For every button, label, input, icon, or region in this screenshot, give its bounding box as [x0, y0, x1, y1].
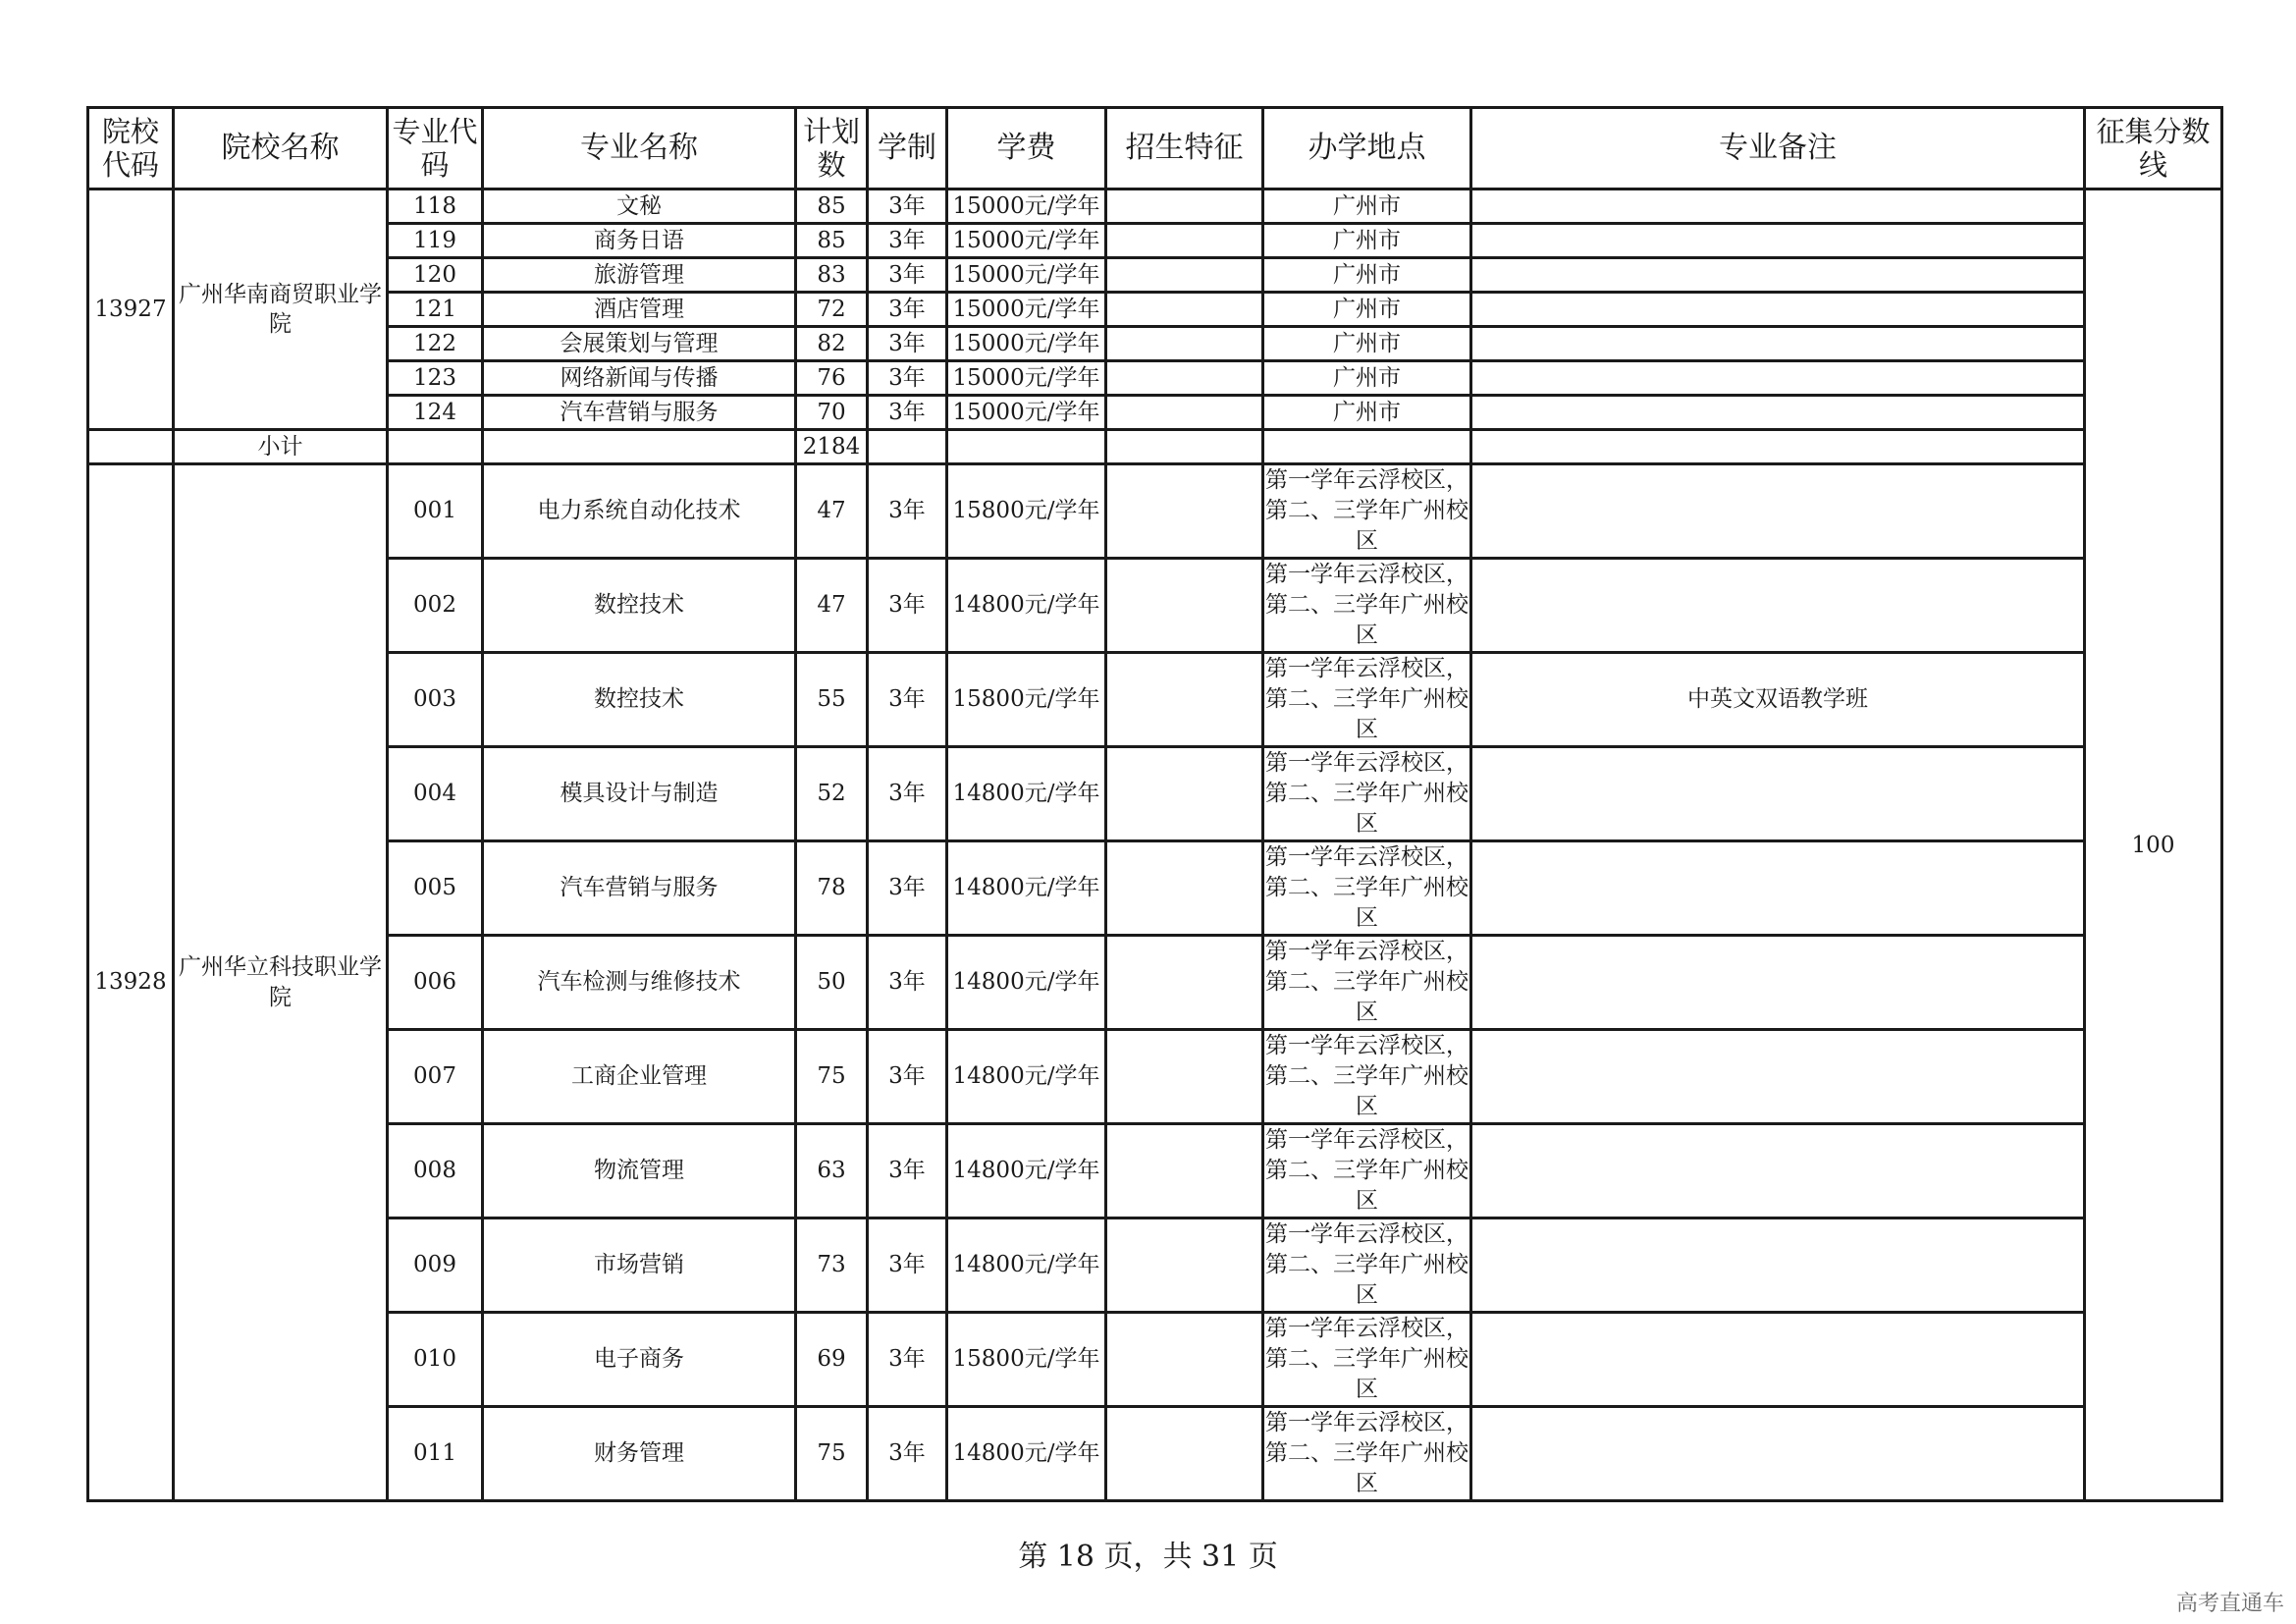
- note-cell: [1471, 396, 2085, 430]
- major-name-cell: 工商企业管理: [483, 1030, 796, 1124]
- table-row: [88, 293, 2222, 327]
- major-name-cell: 数控技术: [483, 653, 796, 747]
- admission-plan-table: [86, 106, 2223, 1502]
- note-cell: [1471, 464, 2085, 559]
- major-name-cell: 文秘: [483, 189, 796, 224]
- location-cell: 第一学年云浮校区，第二、三学年广州校区: [1263, 464, 1471, 559]
- school-code-cell: 13927: [88, 189, 174, 430]
- features-cell: [1106, 258, 1263, 293]
- table-row: [88, 747, 2222, 841]
- note-cell: [1471, 1218, 2085, 1313]
- table-row: [88, 1030, 2222, 1124]
- location-cell: 第一学年云浮校区，第二、三学年广州校区: [1263, 936, 1471, 1030]
- location-cell: 第一学年云浮校区，第二、三学年广州校区: [1263, 1407, 1471, 1501]
- years-cell: 3年: [868, 1313, 947, 1407]
- tuition-cell: 14800元/学年: [947, 1030, 1106, 1124]
- location-cell: 第一学年云浮校区，第二、三学年广州校区: [1263, 559, 1471, 653]
- years-cell: 3年: [868, 1407, 947, 1501]
- note-cell: [1471, 559, 2085, 653]
- note-cell: [1471, 361, 2085, 396]
- header-score-line: 征集分数线: [2085, 108, 2222, 189]
- location-cell: 第一学年云浮校区，第二、三学年广州校区: [1263, 841, 1471, 936]
- plan-cell: 75: [796, 1030, 868, 1124]
- major-code-cell: 009: [388, 1218, 483, 1313]
- table-row: [88, 189, 2222, 224]
- major-code-cell: 002: [388, 559, 483, 653]
- table-row: [88, 1218, 2222, 1313]
- header-major-name: 专业名称: [483, 108, 796, 189]
- major-code-cell: 003: [388, 653, 483, 747]
- note-cell: [1471, 747, 2085, 841]
- features-cell: [1106, 396, 1263, 430]
- school-name-cell: 广州华南商贸职业学院: [174, 189, 388, 430]
- years-cell: 3年: [868, 293, 947, 327]
- note-cell: [1471, 327, 2085, 361]
- years-cell: 3年: [868, 396, 947, 430]
- plan-cell: 85: [796, 224, 868, 258]
- header-notes: 专业备注: [1471, 108, 2085, 189]
- tuition-cell: 15000元/学年: [947, 361, 1106, 396]
- subtotal-plan: 2184: [796, 430, 868, 464]
- features-cell: [1106, 430, 1263, 464]
- plan-cell: 52: [796, 747, 868, 841]
- tuition-cell: 15800元/学年: [947, 464, 1106, 559]
- location-cell: 广州市: [1263, 327, 1471, 361]
- table-row: [88, 327, 2222, 361]
- years-cell: 3年: [868, 559, 947, 653]
- plan-cell: 73: [796, 1218, 868, 1313]
- plan-cell: 55: [796, 653, 868, 747]
- tuition-cell: 14800元/学年: [947, 1218, 1106, 1313]
- major-name-cell: 电子商务: [483, 1313, 796, 1407]
- years-cell: 3年: [868, 189, 947, 224]
- note-cell: [1471, 1313, 2085, 1407]
- years-cell: 3年: [868, 224, 947, 258]
- header-features: 招生特征: [1106, 108, 1263, 189]
- features-cell: [1106, 189, 1263, 224]
- table-row: [88, 841, 2222, 936]
- features-cell: [1106, 1313, 1263, 1407]
- tuition-cell: 14800元/学年: [947, 1124, 1106, 1218]
- score-line-cell: 100: [2085, 189, 2222, 1501]
- major-code-cell: 123: [388, 361, 483, 396]
- note-cell: [1471, 1030, 2085, 1124]
- major-code-cell: 007: [388, 1030, 483, 1124]
- years-cell: 3年: [868, 464, 947, 559]
- location-cell: 广州市: [1263, 361, 1471, 396]
- features-cell: [1106, 1218, 1263, 1313]
- years-cell: 3年: [868, 1218, 947, 1313]
- major-code-cell: 122: [388, 327, 483, 361]
- header-school-code: 院校代码: [88, 108, 174, 189]
- major-name-cell: 电力系统自动化技术: [483, 464, 796, 559]
- years-cell: [868, 430, 947, 464]
- features-cell: [1106, 293, 1263, 327]
- location-cell: 第一学年云浮校区，第二、三学年广州校区: [1263, 1218, 1471, 1313]
- years-cell: 3年: [868, 258, 947, 293]
- major-code-cell: 008: [388, 1124, 483, 1218]
- major-name-cell: 汽车营销与服务: [483, 841, 796, 936]
- features-cell: [1106, 1030, 1263, 1124]
- plan-cell: 76: [796, 361, 868, 396]
- major-code-cell: [388, 430, 483, 464]
- location-cell: [1263, 430, 1471, 464]
- features-cell: [1106, 747, 1263, 841]
- subtotal-label: 小计: [174, 430, 388, 464]
- years-cell: 3年: [868, 327, 947, 361]
- major-code-cell: 124: [388, 396, 483, 430]
- header-years: 学制: [868, 108, 947, 189]
- plan-cell: 50: [796, 936, 868, 1030]
- tuition-cell: 15000元/学年: [947, 189, 1106, 224]
- table-row: [88, 559, 2222, 653]
- location-cell: 第一学年云浮校区，第二、三学年广州校区: [1263, 653, 1471, 747]
- header-plan: 计划数: [796, 108, 868, 189]
- years-cell: 3年: [868, 361, 947, 396]
- location-cell: 第一学年云浮校区，第二、三学年广州校区: [1263, 1030, 1471, 1124]
- tuition-cell: 14800元/学年: [947, 936, 1106, 1030]
- plan-cell: 82: [796, 327, 868, 361]
- plan-cell: 63: [796, 1124, 868, 1218]
- header-school-name: 院校名称: [174, 108, 388, 189]
- plan-cell: 85: [796, 189, 868, 224]
- tuition-cell: 14800元/学年: [947, 1407, 1106, 1501]
- location-cell: 广州市: [1263, 224, 1471, 258]
- location-cell: 广州市: [1263, 293, 1471, 327]
- page-footer: 第 18 页，共 31 页: [1018, 1540, 1278, 1574]
- major-code-cell: 011: [388, 1407, 483, 1501]
- plan-cell: 47: [796, 559, 868, 653]
- major-code-cell: 121: [388, 293, 483, 327]
- location-cell: 第一学年云浮校区，第二、三学年广州校区: [1263, 1124, 1471, 1218]
- plan-cell: 69: [796, 1313, 868, 1407]
- header-tuition: 学费: [947, 108, 1106, 189]
- years-cell: 3年: [868, 841, 947, 936]
- tuition-cell: 15000元/学年: [947, 396, 1106, 430]
- major-name-cell: 财务管理: [483, 1407, 796, 1501]
- location-cell: 广州市: [1263, 258, 1471, 293]
- location-cell: 广州市: [1263, 189, 1471, 224]
- features-cell: [1106, 361, 1263, 396]
- major-code-cell: 005: [388, 841, 483, 936]
- major-code-cell: 119: [388, 224, 483, 258]
- note-cell: [1471, 936, 2085, 1030]
- major-name-cell: 物流管理: [483, 1124, 796, 1218]
- major-name-cell: 模具设计与制造: [483, 747, 796, 841]
- tuition-cell: 15000元/学年: [947, 327, 1106, 361]
- tuition-cell: 14800元/学年: [947, 559, 1106, 653]
- note-cell: [1471, 258, 2085, 293]
- tuition-cell: 15800元/学年: [947, 653, 1106, 747]
- table-row: [88, 1407, 2222, 1501]
- tuition-cell: 15000元/学年: [947, 293, 1106, 327]
- major-name-cell: 市场营销: [483, 1218, 796, 1313]
- plan-cell: 70: [796, 396, 868, 430]
- major-name-cell: 酒店管理: [483, 293, 796, 327]
- major-name-cell: 会展策划与管理: [483, 327, 796, 361]
- table-row: [88, 1124, 2222, 1218]
- school-code-cell: 13928: [88, 464, 174, 1501]
- note-cell: [1471, 1124, 2085, 1218]
- years-cell: 3年: [868, 1124, 947, 1218]
- header-location: 办学地点: [1263, 108, 1471, 189]
- features-cell: [1106, 653, 1263, 747]
- features-cell: [1106, 327, 1263, 361]
- note-cell: [1471, 1407, 2085, 1501]
- subtotal-row: [88, 430, 2222, 464]
- years-cell: 3年: [868, 747, 947, 841]
- note-cell: [1471, 189, 2085, 224]
- major-name-cell: 数控技术: [483, 559, 796, 653]
- tuition-cell: 15000元/学年: [947, 224, 1106, 258]
- major-code-cell: 118: [388, 189, 483, 224]
- tuition-cell: 14800元/学年: [947, 841, 1106, 936]
- note-cell: [1471, 224, 2085, 258]
- table-row: [88, 1313, 2222, 1407]
- table-row: [88, 396, 2222, 430]
- watermark: 高考直通车: [2175, 1592, 2284, 1616]
- plan-cell: 72: [796, 293, 868, 327]
- note-cell: [1471, 430, 2085, 464]
- major-name-cell: 汽车营销与服务: [483, 396, 796, 430]
- note-cell: [1471, 841, 2085, 936]
- features-cell: [1106, 559, 1263, 653]
- table-row: [88, 936, 2222, 1030]
- location-cell: 第一学年云浮校区，第二、三学年广州校区: [1263, 1313, 1471, 1407]
- major-code-cell: 010: [388, 1313, 483, 1407]
- features-cell: [1106, 1124, 1263, 1218]
- plan-cell: 75: [796, 1407, 868, 1501]
- school-name-cell: 广州华立科技职业学院: [174, 464, 388, 1501]
- major-name-cell: [483, 430, 796, 464]
- features-cell: [1106, 464, 1263, 559]
- school-code-cell: [88, 430, 174, 464]
- features-cell: [1106, 936, 1263, 1030]
- major-name-cell: 旅游管理: [483, 258, 796, 293]
- major-name-cell: 商务日语: [483, 224, 796, 258]
- major-code-cell: 001: [388, 464, 483, 559]
- note-cell: 中英文双语教学班: [1471, 653, 2085, 747]
- plan-cell: 83: [796, 258, 868, 293]
- tuition-cell: 15000元/学年: [947, 258, 1106, 293]
- header-major-code: 专业代码: [388, 108, 483, 189]
- table-row: [88, 464, 2222, 559]
- years-cell: 3年: [868, 936, 947, 1030]
- table-row: [88, 258, 2222, 293]
- years-cell: 3年: [868, 1030, 947, 1124]
- major-name-cell: 汽车检测与维修技术: [483, 936, 796, 1030]
- table-body: [88, 189, 2222, 1501]
- table-row: [88, 361, 2222, 396]
- major-code-cell: 006: [388, 936, 483, 1030]
- header-row: [88, 108, 2222, 189]
- major-name-cell: 网络新闻与传播: [483, 361, 796, 396]
- major-code-cell: 120: [388, 258, 483, 293]
- plan-cell: 47: [796, 464, 868, 559]
- tuition-cell: 15800元/学年: [947, 1313, 1106, 1407]
- years-cell: 3年: [868, 653, 947, 747]
- location-cell: 广州市: [1263, 396, 1471, 430]
- table-row: [88, 224, 2222, 258]
- tuition-cell: 14800元/学年: [947, 747, 1106, 841]
- plan-cell: 78: [796, 841, 868, 936]
- features-cell: [1106, 224, 1263, 258]
- note-cell: [1471, 293, 2085, 327]
- features-cell: [1106, 1407, 1263, 1501]
- table-row: [88, 653, 2222, 747]
- major-code-cell: 004: [388, 747, 483, 841]
- tuition-cell: [947, 430, 1106, 464]
- location-cell: 第一学年云浮校区，第二、三学年广州校区: [1263, 747, 1471, 841]
- features-cell: [1106, 841, 1263, 936]
